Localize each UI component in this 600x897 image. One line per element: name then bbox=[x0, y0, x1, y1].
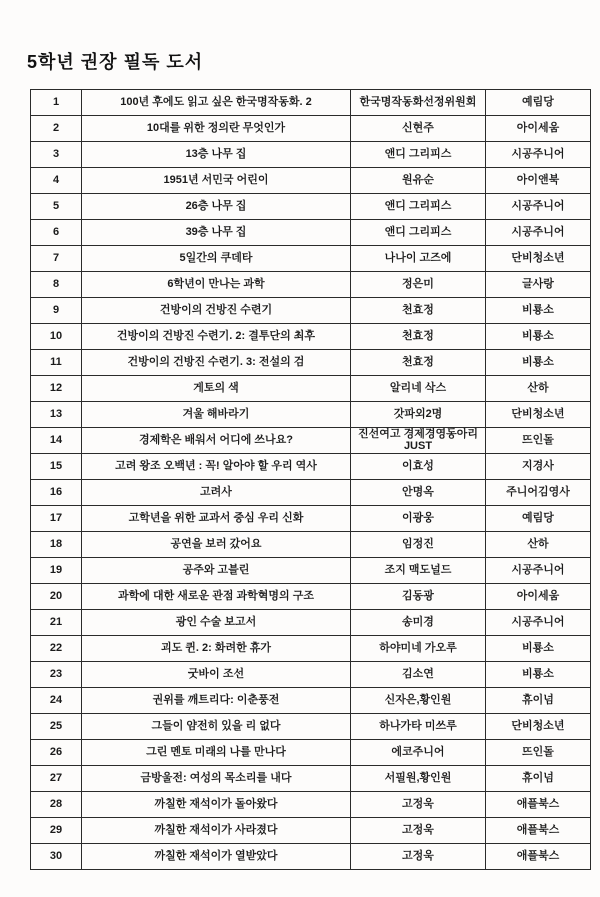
book-publisher-cell: 애플북스 bbox=[486, 792, 591, 818]
row-number-cell: 12 bbox=[31, 376, 82, 402]
book-title-cell: 26층 나무 집 bbox=[82, 194, 351, 220]
book-title-cell: 그린 멘토 미래의 나를 만나다 bbox=[82, 740, 351, 766]
table-row bbox=[31, 844, 591, 870]
book-author-cell: 나나이 고즈에 bbox=[351, 246, 486, 272]
row-number-cell: 6 bbox=[31, 220, 82, 246]
table-row bbox=[31, 194, 591, 220]
book-publisher-cell: 예림당 bbox=[486, 90, 591, 116]
book-title-cell: 금방울전: 여성의 목소리를 내다 bbox=[82, 766, 351, 792]
book-publisher-cell: 애플북스 bbox=[486, 844, 591, 870]
book-title-cell: 게토의 색 bbox=[82, 376, 351, 402]
table-row bbox=[31, 714, 591, 740]
book-publisher-cell: 뜨인돌 bbox=[486, 740, 591, 766]
book-publisher-cell: 아이세움 bbox=[486, 584, 591, 610]
recommended-books-table bbox=[30, 89, 591, 870]
row-number-cell: 3 bbox=[31, 142, 82, 168]
row-number-cell: 17 bbox=[31, 506, 82, 532]
row-number-cell: 30 bbox=[31, 844, 82, 870]
book-title-cell: 까칠한 재석이가 열받았다 bbox=[82, 844, 351, 870]
book-publisher-cell: 비룡소 bbox=[486, 324, 591, 350]
row-number-cell: 20 bbox=[31, 584, 82, 610]
row-number-cell: 29 bbox=[31, 818, 82, 844]
table-row bbox=[31, 116, 591, 142]
row-number-cell: 9 bbox=[31, 298, 82, 324]
book-publisher-cell: 시공주니어 bbox=[486, 194, 591, 220]
row-number-cell: 26 bbox=[31, 740, 82, 766]
book-publisher-cell: 비룡소 bbox=[486, 298, 591, 324]
book-publisher-cell: 비룡소 bbox=[486, 662, 591, 688]
book-author-cell: 천효정 bbox=[351, 298, 486, 324]
row-number-cell: 14 bbox=[31, 428, 82, 454]
table-row bbox=[31, 454, 591, 480]
row-number-cell: 5 bbox=[31, 194, 82, 220]
table-row bbox=[31, 688, 591, 714]
book-publisher-cell: 비룡소 bbox=[486, 636, 591, 662]
book-author-cell: 이광웅 bbox=[351, 506, 486, 532]
row-number-cell: 24 bbox=[31, 688, 82, 714]
book-title-cell: 겨울 해바라기 bbox=[82, 402, 351, 428]
book-title-cell: 까칠한 재석이가 사라졌다 bbox=[82, 818, 351, 844]
book-title-cell: 10대를 위한 정의란 무엇인가 bbox=[82, 116, 351, 142]
row-number-cell: 25 bbox=[31, 714, 82, 740]
book-author-cell: 에코주니어 bbox=[351, 740, 486, 766]
table-row bbox=[31, 610, 591, 636]
book-publisher-cell: 산하 bbox=[486, 532, 591, 558]
book-publisher-cell: 뜨인돌 bbox=[486, 428, 591, 454]
table-row bbox=[31, 766, 591, 792]
book-publisher-cell: 애플북스 bbox=[486, 818, 591, 844]
table-row bbox=[31, 376, 591, 402]
book-title-cell: 건방이의 건방진 수련기. 2: 결투단의 최후 bbox=[82, 324, 351, 350]
row-number-cell: 13 bbox=[31, 402, 82, 428]
book-title-cell: 공주와 고블린 bbox=[82, 558, 351, 584]
book-title-cell: 6학년이 만나는 과학 bbox=[82, 272, 351, 298]
book-author-cell: 신자은,황인원 bbox=[351, 688, 486, 714]
table-row bbox=[31, 740, 591, 766]
book-publisher-cell: 단비청소년 bbox=[486, 402, 591, 428]
book-author-cell: 조지 맥도널드 bbox=[351, 558, 486, 584]
row-number-cell: 27 bbox=[31, 766, 82, 792]
book-publisher-cell: 시공주니어 bbox=[486, 142, 591, 168]
book-publisher-cell: 단비청소년 bbox=[486, 714, 591, 740]
book-title-cell: 고학년을 위한 교과서 중심 우리 신화 bbox=[82, 506, 351, 532]
row-number-cell: 10 bbox=[31, 324, 82, 350]
book-publisher-cell: 글사랑 bbox=[486, 272, 591, 298]
book-author-cell: 김소연 bbox=[351, 662, 486, 688]
table-row bbox=[31, 350, 591, 376]
book-table-body bbox=[31, 90, 591, 870]
book-title-cell: 100년 후에도 읽고 싶은 한국명작동화. 2 bbox=[82, 90, 351, 116]
book-publisher-cell: 산하 bbox=[486, 376, 591, 402]
book-title-cell: 건방이의 건방진 수련기. 3: 전설의 검 bbox=[82, 350, 351, 376]
book-title-cell: 공연을 보러 갔어요 bbox=[82, 532, 351, 558]
table-row bbox=[31, 818, 591, 844]
table-row bbox=[31, 636, 591, 662]
table-row bbox=[31, 402, 591, 428]
table-row bbox=[31, 584, 591, 610]
book-title-cell: 고려사 bbox=[82, 480, 351, 506]
book-author-cell: 앤디 그리피스 bbox=[351, 142, 486, 168]
row-number-cell: 23 bbox=[31, 662, 82, 688]
book-title-cell: 과학에 대한 새로운 관점 과학혁명의 구조 bbox=[82, 584, 351, 610]
table-row bbox=[31, 792, 591, 818]
table-row bbox=[31, 662, 591, 688]
row-number-cell: 7 bbox=[31, 246, 82, 272]
book-author-cell: 송미경 bbox=[351, 610, 486, 636]
table-row bbox=[31, 168, 591, 194]
row-number-cell: 19 bbox=[31, 558, 82, 584]
page-title: 5학년 권장 필독 도서 bbox=[27, 52, 204, 72]
table-row bbox=[31, 298, 591, 324]
table-row bbox=[31, 324, 591, 350]
book-author-cell: 임정진 bbox=[351, 532, 486, 558]
table-row bbox=[31, 246, 591, 272]
book-author-cell: 하나가타 미쓰루 bbox=[351, 714, 486, 740]
book-publisher-cell: 아이앤북 bbox=[486, 168, 591, 194]
row-number-cell: 28 bbox=[31, 792, 82, 818]
table-row bbox=[31, 532, 591, 558]
table-row bbox=[31, 558, 591, 584]
book-author-cell: 앤디 그리피스 bbox=[351, 194, 486, 220]
book-author-cell: 서필원,황인원 bbox=[351, 766, 486, 792]
book-publisher-cell: 휴이넘 bbox=[486, 766, 591, 792]
book-publisher-cell: 비룡소 bbox=[486, 350, 591, 376]
row-number-cell: 11 bbox=[31, 350, 82, 376]
table-row bbox=[31, 220, 591, 246]
row-number-cell: 2 bbox=[31, 116, 82, 142]
book-author-cell: 천효정 bbox=[351, 324, 486, 350]
book-publisher-cell: 지경사 bbox=[486, 454, 591, 480]
book-publisher-cell: 아이세움 bbox=[486, 116, 591, 142]
book-title-cell: 광인 수술 보고서 bbox=[82, 610, 351, 636]
table-row bbox=[31, 480, 591, 506]
row-number-cell: 1 bbox=[31, 90, 82, 116]
book-author-cell: 알리네 삭스 bbox=[351, 376, 486, 402]
book-publisher-cell: 시공주니어 bbox=[486, 558, 591, 584]
book-author-cell: 고정욱 bbox=[351, 792, 486, 818]
book-author-cell: 하야미네 가오루 bbox=[351, 636, 486, 662]
row-number-cell: 4 bbox=[31, 168, 82, 194]
row-number-cell: 16 bbox=[31, 480, 82, 506]
book-title-cell: 건방이의 건방진 수련기 bbox=[82, 298, 351, 324]
book-title-cell: 경제학은 배워서 어디에 쓰나요? bbox=[82, 428, 351, 454]
book-author-cell: 한국명작동화선정위원회 bbox=[351, 90, 486, 116]
book-publisher-cell: 휴이넘 bbox=[486, 688, 591, 714]
table-row bbox=[31, 272, 591, 298]
book-author-cell: 김동광 bbox=[351, 584, 486, 610]
book-publisher-cell: 주니어김영사 bbox=[486, 480, 591, 506]
table-row bbox=[31, 506, 591, 532]
row-number-cell: 21 bbox=[31, 610, 82, 636]
row-number-cell: 8 bbox=[31, 272, 82, 298]
table-row bbox=[31, 142, 591, 168]
table-row bbox=[31, 428, 591, 454]
row-number-cell: 22 bbox=[31, 636, 82, 662]
book-publisher-cell: 시공주니어 bbox=[486, 220, 591, 246]
book-title-cell: 그들이 얌전히 있을 리 없다 bbox=[82, 714, 351, 740]
book-author-cell: 진선여고 경제경영동아리 JUST bbox=[351, 428, 486, 454]
book-author-cell: 고정욱 bbox=[351, 818, 486, 844]
book-title-cell: 까칠한 재석이가 돌아왔다 bbox=[82, 792, 351, 818]
book-title-cell: 굿바이 조선 bbox=[82, 662, 351, 688]
row-number-cell: 15 bbox=[31, 454, 82, 480]
book-title-cell: 괴도 퀸. 2: 화려한 휴가 bbox=[82, 636, 351, 662]
book-publisher-cell: 시공주니어 bbox=[486, 610, 591, 636]
book-author-cell: 앤디 그리피스 bbox=[351, 220, 486, 246]
book-publisher-cell: 단비청소년 bbox=[486, 246, 591, 272]
book-author-cell: 고정욱 bbox=[351, 844, 486, 870]
book-author-cell: 안명옥 bbox=[351, 480, 486, 506]
book-author-cell: 정은미 bbox=[351, 272, 486, 298]
book-author-cell: 신현주 bbox=[351, 116, 486, 142]
book-publisher-cell: 예림당 bbox=[486, 506, 591, 532]
book-title-cell: 권위를 깨트리다: 이춘풍전 bbox=[82, 688, 351, 714]
table-row bbox=[31, 90, 591, 116]
row-number-cell: 18 bbox=[31, 532, 82, 558]
book-title-cell: 1951년 서민국 어린이 bbox=[82, 168, 351, 194]
book-author-cell: 천효정 bbox=[351, 350, 486, 376]
book-title-cell: 5일간의 쿠데타 bbox=[82, 246, 351, 272]
book-author-cell: 갓파외2명 bbox=[351, 402, 486, 428]
book-author-cell: 이효성 bbox=[351, 454, 486, 480]
book-author-cell: 원유순 bbox=[351, 168, 486, 194]
book-title-cell: 39층 나무 집 bbox=[82, 220, 351, 246]
book-title-cell: 13층 나무 집 bbox=[82, 142, 351, 168]
document-page bbox=[0, 48, 600, 897]
book-title-cell: 고려 왕조 오백년 : 꼭! 알아야 할 우리 역사 bbox=[82, 454, 351, 480]
